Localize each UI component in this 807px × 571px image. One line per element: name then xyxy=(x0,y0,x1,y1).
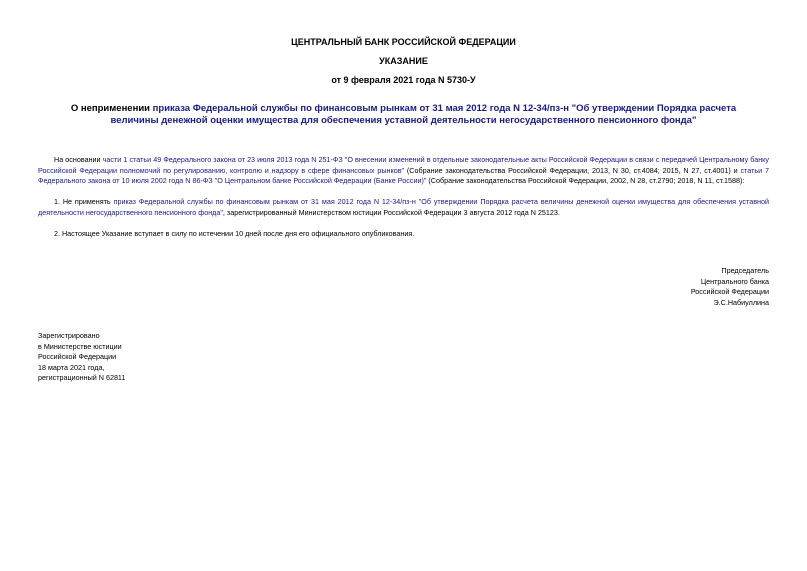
registration-line: регистрационный N 62811 xyxy=(38,373,126,382)
signature-line: Э.С.Набиуллина xyxy=(713,297,769,307)
preamble-text-2: (Собрание законодательства Российской Федерации, 2013, N 30, ст.4084; 2015, N 27, ст.4001) и xyxy=(404,165,741,175)
registration-line: Зарегистрировано xyxy=(38,331,100,340)
title-link[interactable]: приказа Федеральной службы по финансовым рынкам от 31 мая 2012 года N 12-34/пз-н "Об утверждении Порядка расчета величины денежной оценки имущества для обеспечения уставной деятельности негосударственного пенсионного фонда" xyxy=(110,103,737,126)
item-1-paragraph xyxy=(38,197,769,218)
preamble-link-2[interactable]: статьи 7 Федерального закона от 10 июля 2002 года N 86-ФЗ "О Центральном банке Российской Федерации (Банке России)" xyxy=(38,165,769,185)
preamble-text-3: (Собрание законодательства Российской Федерации, 2002, N 28, ст.2790; 2018, N 11, ст.1588): xyxy=(426,176,745,185)
registration-block xyxy=(38,331,125,384)
signature-block xyxy=(691,266,769,308)
preamble-paragraph xyxy=(38,155,769,187)
signature-line: Председатель xyxy=(721,266,769,275)
signature-line: Центрального банка xyxy=(700,276,769,286)
item-1-link[interactable]: приказ Федеральной службы по финансовым рынкам от 31 мая 2012 года N 12-34/пз-н "Об утверждении Порядка расчета величины денежной оценки имущества для обеспечения уставной деятельности негосударственного пенсионного фонда" xyxy=(38,197,770,217)
registration-line: в Министерстве юстиции xyxy=(38,341,122,351)
registration-line: 18 марта 2021 года, xyxy=(38,362,105,372)
document-date-number: от 9 февраля 2021 года N 5730-У xyxy=(331,75,476,85)
document-title xyxy=(60,103,747,127)
title-prefix: О неприменении xyxy=(70,103,153,114)
preamble-text-1: На основании xyxy=(54,155,103,164)
document-type: УКАЗАНИЕ xyxy=(379,56,428,66)
registration-line: Российской Федерации xyxy=(38,352,117,361)
item-2-paragraph: 2. Настоящее Указание вступает в силу по истечении 10 дней после дня его официального опубликования. xyxy=(54,229,415,238)
bank-name: ЦЕНТРАЛЬНЫЙ БАНК РОССИЙСКОЙ ФЕДЕРАЦИИ xyxy=(291,37,516,47)
preamble-link-1[interactable]: части 1 статьи 49 Федерального закона от 23 июля 2013 года N 251-ФЗ "О внесении изменений в отдельные законодательные акты Российской Федерации в связи с передачей Центральному банку Российской Федерации полномочий по регулированию, контролю и надзору в сфере финансовых рынков" xyxy=(38,155,769,175)
item-1-text-2: , зарегистрированный Министерством юстиции Российской Федерации 3 августа 2012 года N 25123. xyxy=(222,207,560,217)
signature-line: Российской Федерации xyxy=(690,287,769,296)
item-1-text-1: 1. Не применять xyxy=(54,197,114,206)
